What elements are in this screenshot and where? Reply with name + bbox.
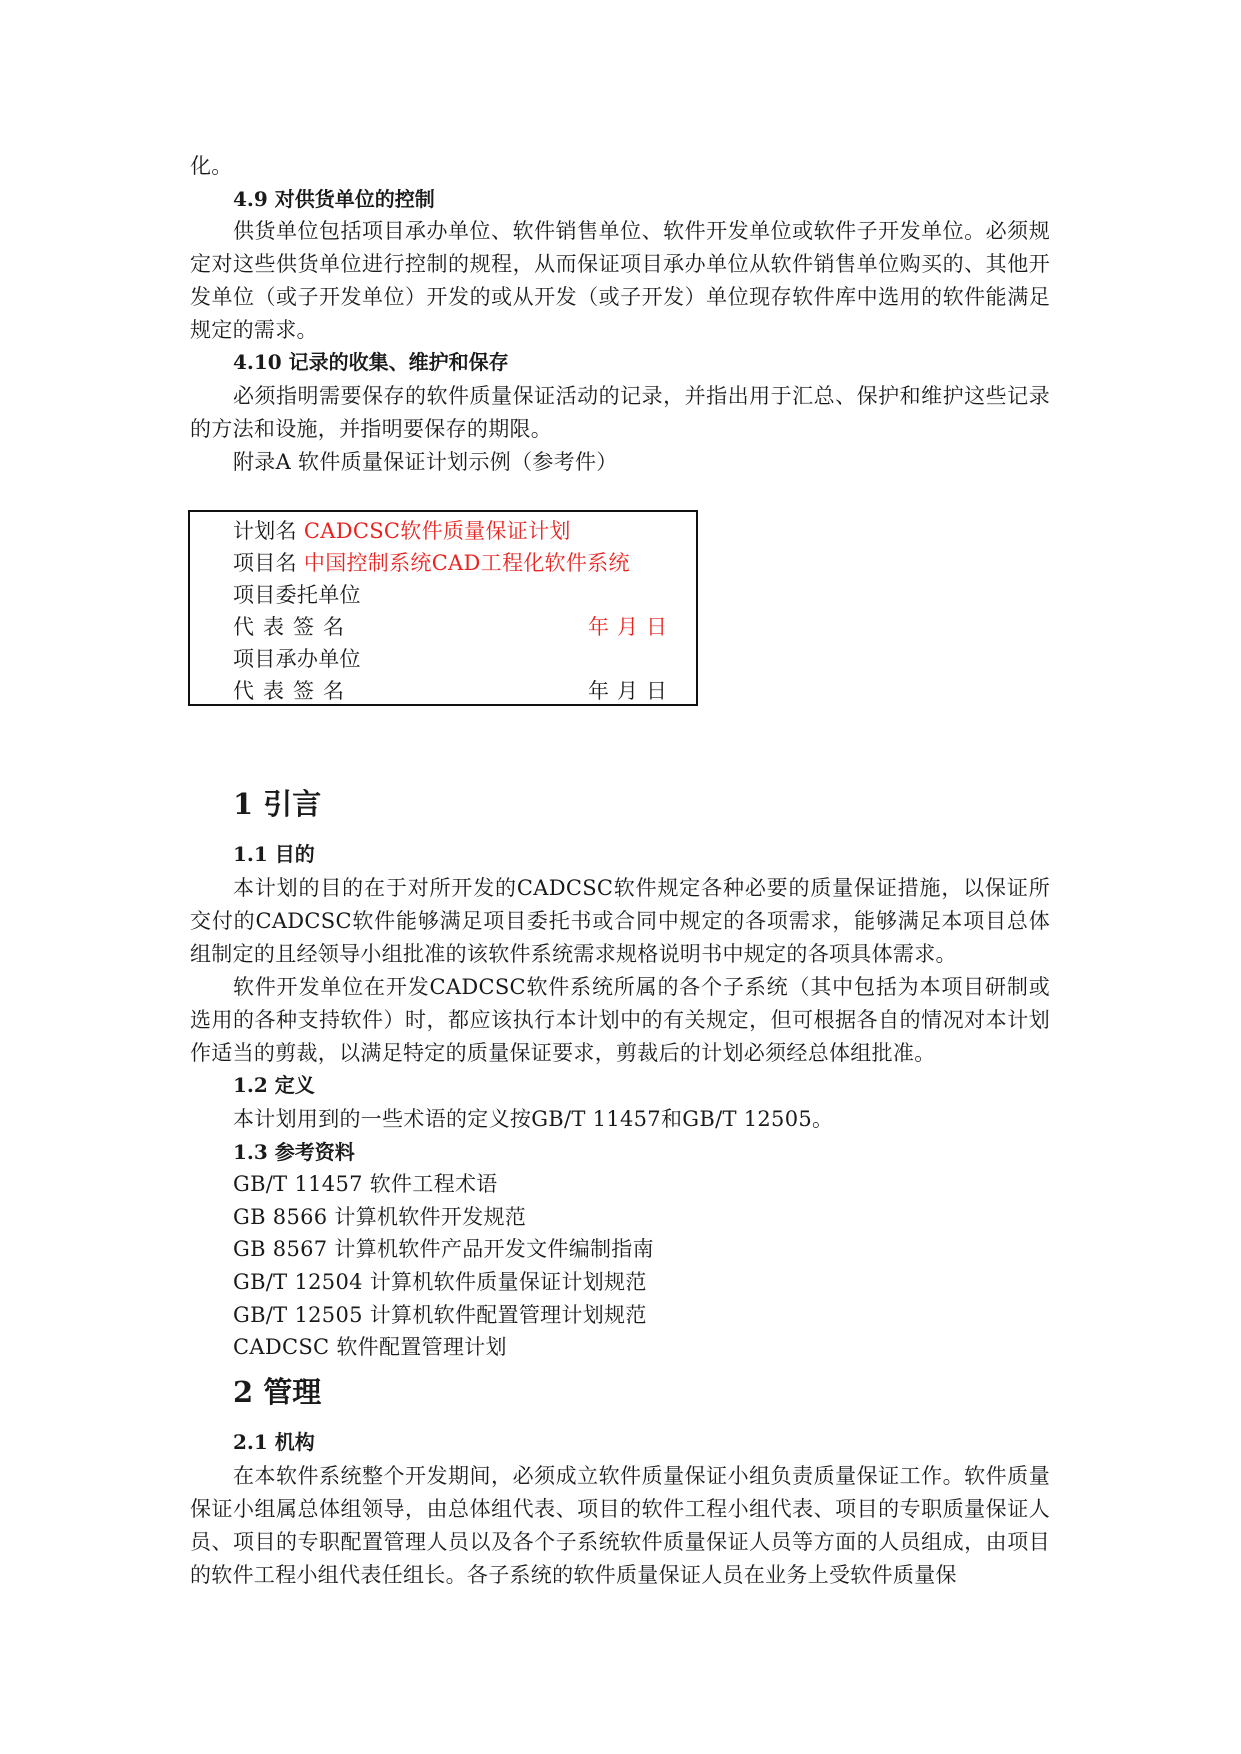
paragraph-1-1-b: 软件开发单位在开发CADCSC软件系统所属的各个子系统（其中包括为本项目研制或选用的各种支持软件）时，都应该执行本计划中的有关规定，但可根据各自的情况对本计划作适当的剪裁，以满足特定的质量保证要求，剪裁后的计划必须经总体组批准。 bbox=[190, 975, 1050, 1065]
paragraph-4-9: 供货单位包括项目承办单位、软件销售单位、软件开发单位或软件子开发单位。必须规定对这些供货单位进行控制的规程，从而保证项目承办单位从软件销售单位购买的、其他开发单位（或子开发单位）开发的或从开发（或子开发）单位现存软件库中选用的软件能满足规定的需求。 bbox=[190, 219, 1050, 342]
reference-item: CADCSC 软件配置管理计划 bbox=[233, 1335, 507, 1359]
chapter-1-title: 1 引言 bbox=[233, 787, 322, 821]
project-name-row bbox=[233, 548, 630, 578]
heading-1-3: 1.3 参考资料 bbox=[233, 1140, 355, 1164]
continuation-line: 化。 bbox=[190, 154, 233, 178]
reference-item: GB 8566 计算机软件开发规范 bbox=[233, 1205, 527, 1229]
contractor-unit-label: 项目承办单位 bbox=[233, 647, 361, 671]
client-unit-label: 项目委托单位 bbox=[233, 583, 361, 607]
plan-name-value: CADCSC软件质量保证计划 bbox=[303, 519, 571, 543]
plan-info-box bbox=[188, 510, 698, 706]
heading-2-1: 2.1 机构 bbox=[233, 1430, 315, 1454]
contractor-sign-date: 年月日 bbox=[588, 679, 675, 703]
heading-1-1: 1.1 目的 bbox=[233, 842, 315, 866]
paragraph-1-2: 本计划用到的一些术语的定义按GB/T 11457和GB/T 12505。 bbox=[233, 1107, 834, 1131]
project-name-label: 项目名 bbox=[233, 551, 297, 575]
paragraph-2-1: 在本软件系统整个开发期间，必须成立软件质量保证小组负责质量保证工作。软件质量保证小组属总体组领导，由总体组代表、项目的软件工程小组代表、项目的专职质量保证人员、项目的专职配置管理人员以及各个子系统软件质量保证人员等方面的人员组成，由项目的软件工程小组代表任组长。各子系统的软件质量保证人员在业务上受软件质量保 bbox=[190, 1464, 1050, 1587]
paragraph-4-10: 必须指明需要保存的软件质量保证活动的记录，并指出用于汇总、保护和维护这些记录的方法和设施，并指明要保存的期限。 bbox=[190, 384, 1050, 441]
reference-item: GB 8567 计算机软件产品开发文件编制指南 bbox=[233, 1237, 654, 1261]
project-name-value: 中国控制系统CAD工程化软件系统 bbox=[303, 551, 630, 575]
reference-item: GB/T 11457 软件工程术语 bbox=[233, 1172, 498, 1196]
reference-item: GB/T 12505 计算机软件配置管理计划规范 bbox=[233, 1303, 647, 1327]
plan-name-row bbox=[233, 516, 571, 546]
client-sign-date: 年月日 bbox=[588, 615, 675, 639]
plan-name-label: 计划名 bbox=[233, 519, 297, 543]
appendix-title: 附录A 软件质量保证计划示例（参考件） bbox=[233, 450, 618, 474]
reference-item: GB/T 12504 计算机软件质量保证计划规范 bbox=[233, 1270, 647, 1294]
heading-1-2: 1.2 定义 bbox=[233, 1073, 315, 1097]
client-rep-signature-label: 代表签名 bbox=[233, 615, 353, 639]
contractor-rep-signature-label: 代表签名 bbox=[233, 679, 353, 703]
heading-4-10: 4.10 记录的收集、维护和保存 bbox=[233, 350, 509, 374]
chapter-2-title: 2 管理 bbox=[233, 1375, 322, 1409]
paragraph-1-1-a: 本计划的目的在于对所开发的CADCSC软件规定各种必要的质量保证措施，以保证所交付的CADCSC软件能够满足项目委托书或合同中规定的各项需求，能够满足本项目总体组制定的且经领导小组批准的该软件系统需求规格说明书中规定的各项具体需求。 bbox=[190, 876, 1050, 966]
heading-4-9: 4.9 对供货单位的控制 bbox=[233, 187, 435, 211]
